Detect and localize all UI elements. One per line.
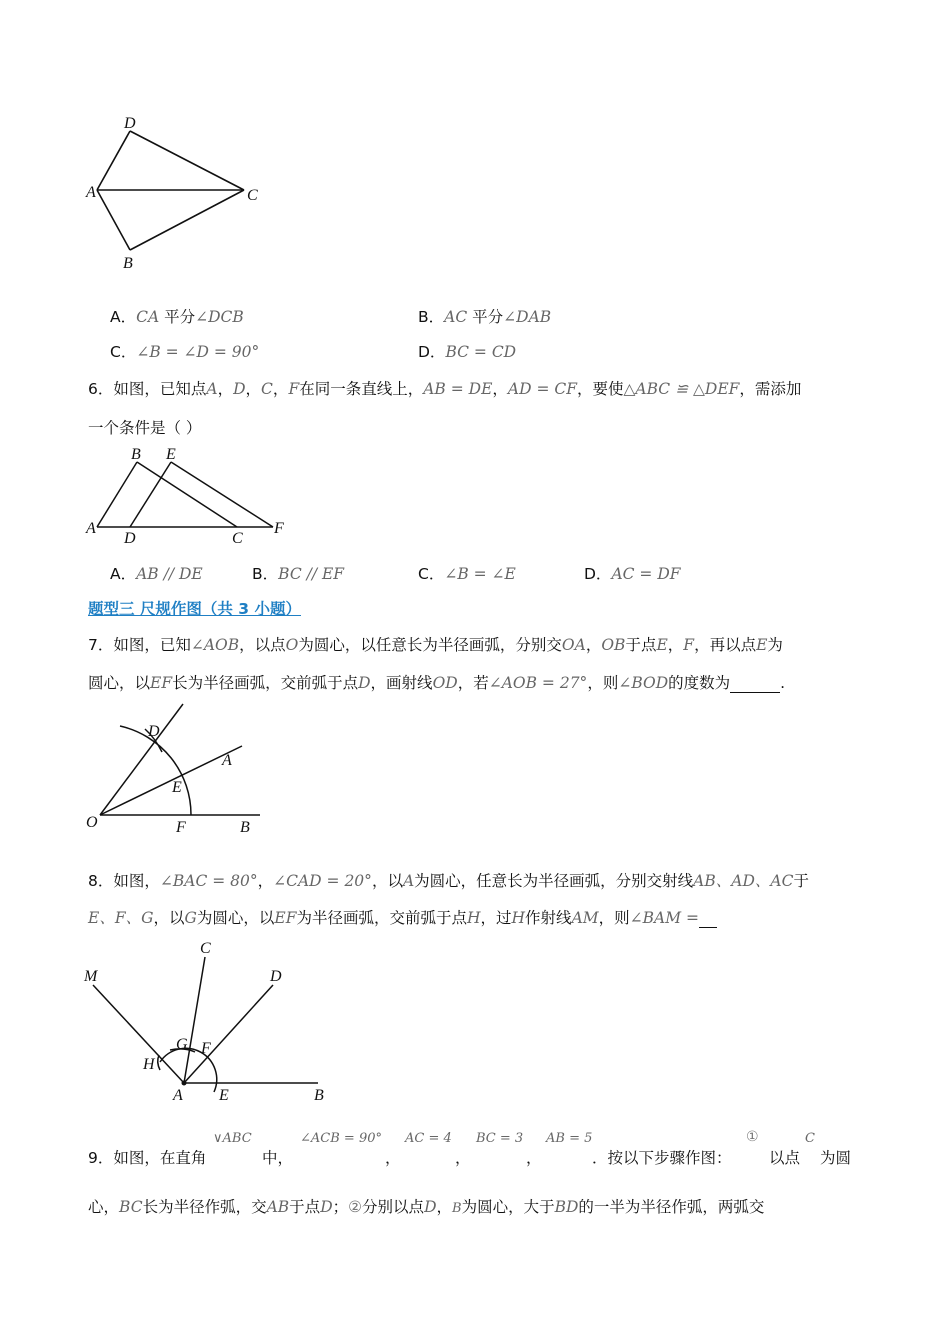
q7-text: ， — [585, 636, 602, 654]
q9-math-triangle: ∨ABC — [213, 1131, 252, 1146]
q7-text: 长为半径画弧，交前弧于点 — [172, 674, 359, 692]
q8-math: G — [184, 909, 197, 927]
q6-math: D — [233, 380, 246, 398]
option-letter: B． — [252, 565, 279, 583]
q9-step1-marker: ① — [746, 1129, 759, 1145]
option-letter: C． — [418, 565, 445, 583]
q8-text: 于 — [793, 872, 809, 890]
q7-text: 为圆心，以任意长为半径画弧，分别交 — [298, 636, 562, 654]
option-math: ∠DAB — [503, 308, 552, 326]
point-label-c: C — [247, 187, 258, 204]
q6-math: C — [261, 380, 273, 398]
q9-math: AB — [266, 1198, 290, 1216]
q6-text: ， — [217, 380, 234, 398]
q7-text: 圆心，以 — [88, 674, 151, 692]
q6-text: ， — [272, 380, 289, 398]
point-label-b: B — [314, 1087, 324, 1104]
q9-math: BD — [554, 1198, 579, 1216]
point-label-g: G — [176, 1036, 188, 1053]
point-label-a: A — [86, 520, 96, 537]
q9-step2-marker: ② — [348, 1198, 363, 1216]
q6-math: AD = CF — [507, 380, 577, 398]
q7-math: ∠AOB = 27° — [488, 674, 588, 692]
option-text: 平分 — [164, 308, 196, 326]
q6-text: ， — [492, 380, 508, 398]
option-math: AC = DF — [611, 565, 681, 583]
q8-math: A — [402, 872, 415, 890]
q9-text: 于点 — [289, 1198, 321, 1216]
point-label-a: A — [222, 752, 232, 769]
q9-text: 的一半为半径作弧，两弧交 — [578, 1198, 765, 1216]
section-heading: 题型三 尺规作图（共 3 小题） — [88, 600, 301, 618]
option-letter: B． — [418, 308, 445, 326]
q7-text: ， — [667, 636, 684, 654]
q9-text: 为圆心，大于 — [461, 1198, 555, 1216]
q9-text: 分别以点 — [362, 1198, 425, 1216]
q7-text: ，再以点 — [694, 636, 757, 654]
point-label-e: E — [172, 779, 182, 796]
q8-text: 为半径画弧，交前弧于点 — [296, 909, 467, 927]
q9-math-c: C — [805, 1131, 815, 1146]
q9-t3: ．按以下步骤作图： — [592, 1149, 732, 1167]
option-text: 平分 — [472, 308, 504, 326]
option-math: BC // EF — [278, 565, 345, 583]
q9-math-angle: ∠ACB = 90° — [300, 1131, 382, 1146]
q9-math-bc: BC = 3 — [476, 1131, 524, 1146]
q7-text: ，若 — [457, 674, 489, 692]
q9-math: D — [320, 1198, 333, 1216]
point-label-f: F — [176, 819, 186, 836]
q6-text: ， — [245, 380, 262, 398]
q7-math: OB — [601, 636, 626, 654]
option-letter: D． — [418, 343, 446, 361]
point-label-e: E — [219, 1087, 229, 1104]
q8-math: EF — [274, 909, 297, 927]
q8-text: ， — [257, 872, 274, 890]
q8-math: H — [511, 909, 526, 927]
q7-text: 的度数为 — [668, 674, 731, 692]
q9-stem-line2 — [88, 1195, 764, 1217]
q7-math: E — [756, 636, 768, 654]
q9-text: 心， — [88, 1198, 120, 1216]
point-label-b: B — [240, 819, 250, 836]
q6-math: A — [206, 380, 218, 398]
q9-t5: 为圆 — [820, 1149, 852, 1167]
q9-text: 长为半径作弧，交 — [142, 1198, 267, 1216]
q9-math-ac: AC = 4 — [405, 1131, 452, 1146]
q7-text: ，则 — [587, 674, 619, 692]
q8-text: 为圆心，以 — [196, 909, 275, 927]
q8-text: ，以 — [371, 872, 403, 890]
point-label-d: D — [124, 115, 136, 132]
point-label-e: E — [166, 446, 176, 463]
option-math: ∠DCB — [195, 308, 244, 326]
option-letter: A． — [110, 565, 137, 583]
point-label-d: D — [148, 723, 160, 740]
q7-math: ∠BOD — [618, 674, 669, 692]
ray-am — [93, 985, 184, 1083]
q7-text: 于点 — [625, 636, 657, 654]
q9-math: D — [424, 1198, 437, 1216]
point-label-d: D — [124, 530, 136, 547]
q8-math: AB、AD、AC — [693, 872, 794, 890]
q9-sep2: ， — [455, 1149, 471, 1167]
q7-math: F — [683, 636, 695, 654]
point-label-m: M — [84, 968, 98, 985]
q8-math: ∠CAD = 20° — [273, 872, 372, 890]
q7-text: ，以点 — [239, 636, 286, 654]
q6-text: ，要使 — [576, 380, 624, 398]
q7-math: E — [656, 636, 668, 654]
q6-text: 6．如图，已知点 — [88, 380, 207, 398]
q6-text: 在同一条直线上， — [299, 380, 424, 398]
point-label-c: C — [232, 530, 243, 547]
q9-math-ab: AB = 5 — [546, 1131, 593, 1146]
q7-text: . — [780, 674, 786, 692]
q7-text: 为 — [767, 636, 783, 654]
q7-text: ，画射线 — [370, 674, 433, 692]
option-math: ∠B = ∠D = 90° — [136, 343, 260, 361]
point-label-b: B — [131, 446, 141, 463]
q8-math: ∠BAC = 80° — [159, 872, 258, 890]
option-letter: A． — [110, 308, 137, 326]
q7-math: ∠AOB — [190, 636, 240, 654]
option-math: AC — [444, 308, 468, 326]
q6-math: △ABC ≌ △DEF — [623, 380, 740, 398]
q7-text: 7．如图，已知 — [88, 636, 191, 654]
q9-text: ， — [436, 1198, 453, 1216]
q9-text: ； — [332, 1198, 349, 1216]
point-label-c: C — [200, 940, 211, 957]
point-a-dot — [182, 1081, 187, 1086]
q9-math: BC — [119, 1198, 143, 1216]
q8-math: ∠BAM = — [629, 909, 700, 927]
q8-text: ，以 — [153, 909, 185, 927]
q9-math: B — [452, 1201, 462, 1216]
point-label-h: H — [143, 1056, 155, 1073]
option-math: BC = CD — [445, 343, 517, 361]
option-math: CA — [136, 308, 160, 326]
q9-sep1: ， — [385, 1149, 401, 1167]
q7-math: OD — [432, 674, 458, 692]
point-label-o: O — [86, 814, 98, 831]
option-letter: C． — [110, 343, 137, 361]
point-label-a: A — [173, 1087, 183, 1104]
point-label-b: B — [123, 255, 133, 272]
q6-stem-line2: 一个条件是（ ） — [88, 419, 202, 437]
q6-text: ，需添加 — [739, 380, 802, 398]
q6-math: F — [288, 380, 300, 398]
option-math: ∠B = ∠E — [444, 565, 516, 583]
q8-text: 为圆心，任意长为半径画弧，分别交射线 — [414, 872, 694, 890]
q9-sep3: ， — [526, 1149, 542, 1167]
point-label-a: A — [86, 184, 96, 201]
q7-math: OA — [561, 636, 586, 654]
option-letter: D． — [584, 565, 612, 583]
q9-t2: 中， — [262, 1149, 294, 1167]
q8-text: ，过 — [480, 909, 512, 927]
q8-math: E、F、G — [88, 909, 154, 927]
q8-text: 作射线 — [525, 909, 572, 927]
q7-math: EF — [150, 674, 173, 692]
q9-t1: 9．如图，在直角 — [88, 1149, 207, 1167]
q9-t4: 以点 — [769, 1149, 801, 1167]
q8-text: 8．如图， — [88, 872, 160, 890]
point-label-f: F — [201, 1040, 211, 1057]
q6-math: AB = DE — [423, 380, 493, 398]
point-label-f: F — [274, 520, 284, 537]
q8-math: H — [466, 909, 481, 927]
q8-math: AM — [571, 909, 599, 927]
q7-math: D — [358, 674, 371, 692]
option-math: AB // DE — [136, 565, 203, 583]
point-label-d: D — [270, 968, 282, 985]
q7-math: O — [285, 636, 299, 654]
q8-text: ，则 — [598, 909, 630, 927]
